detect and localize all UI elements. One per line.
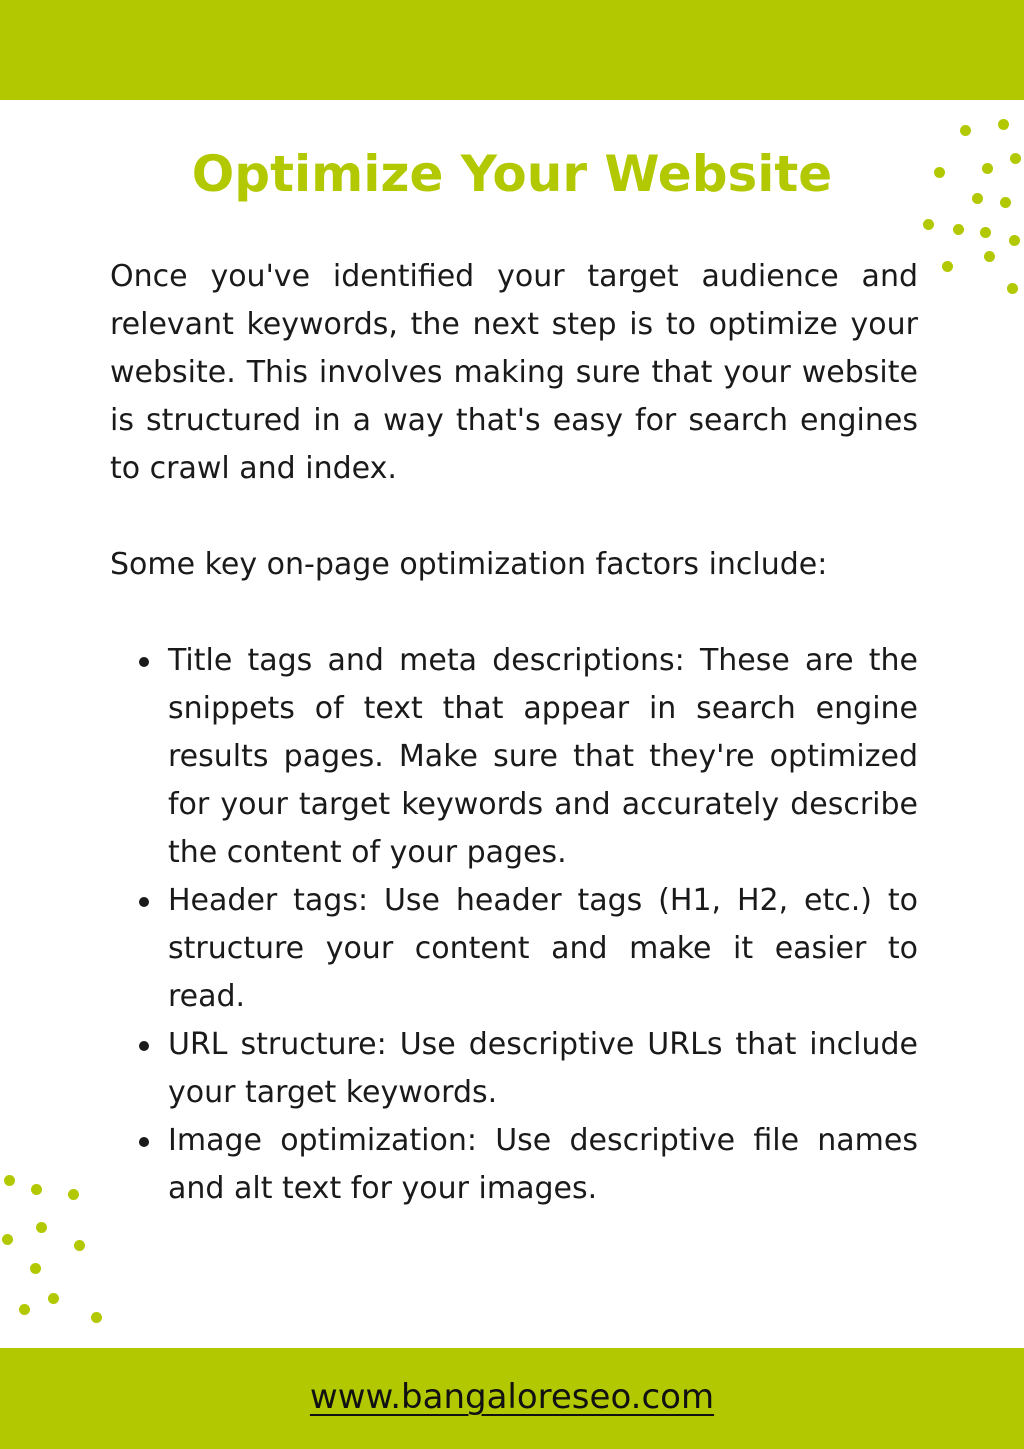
list-item [110,877,918,1021]
list-item-text: Image optimization: Use descriptive file names and alt text for your images. [168,1123,918,1206]
main-content [110,253,918,1213]
bullet-icon [139,657,149,667]
list-item-text: Title tags and meta descriptions: These are the snippets of text that appear in search engine results pages. Make sure that they're optimized for your target keywords and accurately describe the content of your pages. [168,643,918,870]
page-title: Optimize Your Website [191,145,833,203]
bullet-icon [139,1041,149,1051]
bullet-icon [139,897,149,907]
factors-lead-in: Some key on-page optimization factors include: [110,547,828,582]
dot-cluster-bottom-left [0,1170,110,1330]
list-item [110,637,918,877]
intro-paragraph: Once you've identified your target audience and relevant keywords, the next step is to optimize your website. This involves making sure that your website is structured in a way that's easy for search engines to crawl and index. [110,259,918,486]
list-item [110,1117,918,1213]
list-item-text: Header tags: Use header tags (H1, H2, etc.) to structure your content and make it easier to read. [168,883,918,1014]
factors-list [110,637,918,1213]
list-item [110,1021,918,1117]
header-band [0,0,1024,100]
bullet-icon [139,1137,149,1147]
website-link[interactable]: www.bangaloreseo.com [309,1377,715,1417]
list-item-text: URL structure: Use descriptive URLs that include your target keywords. [168,1027,918,1110]
